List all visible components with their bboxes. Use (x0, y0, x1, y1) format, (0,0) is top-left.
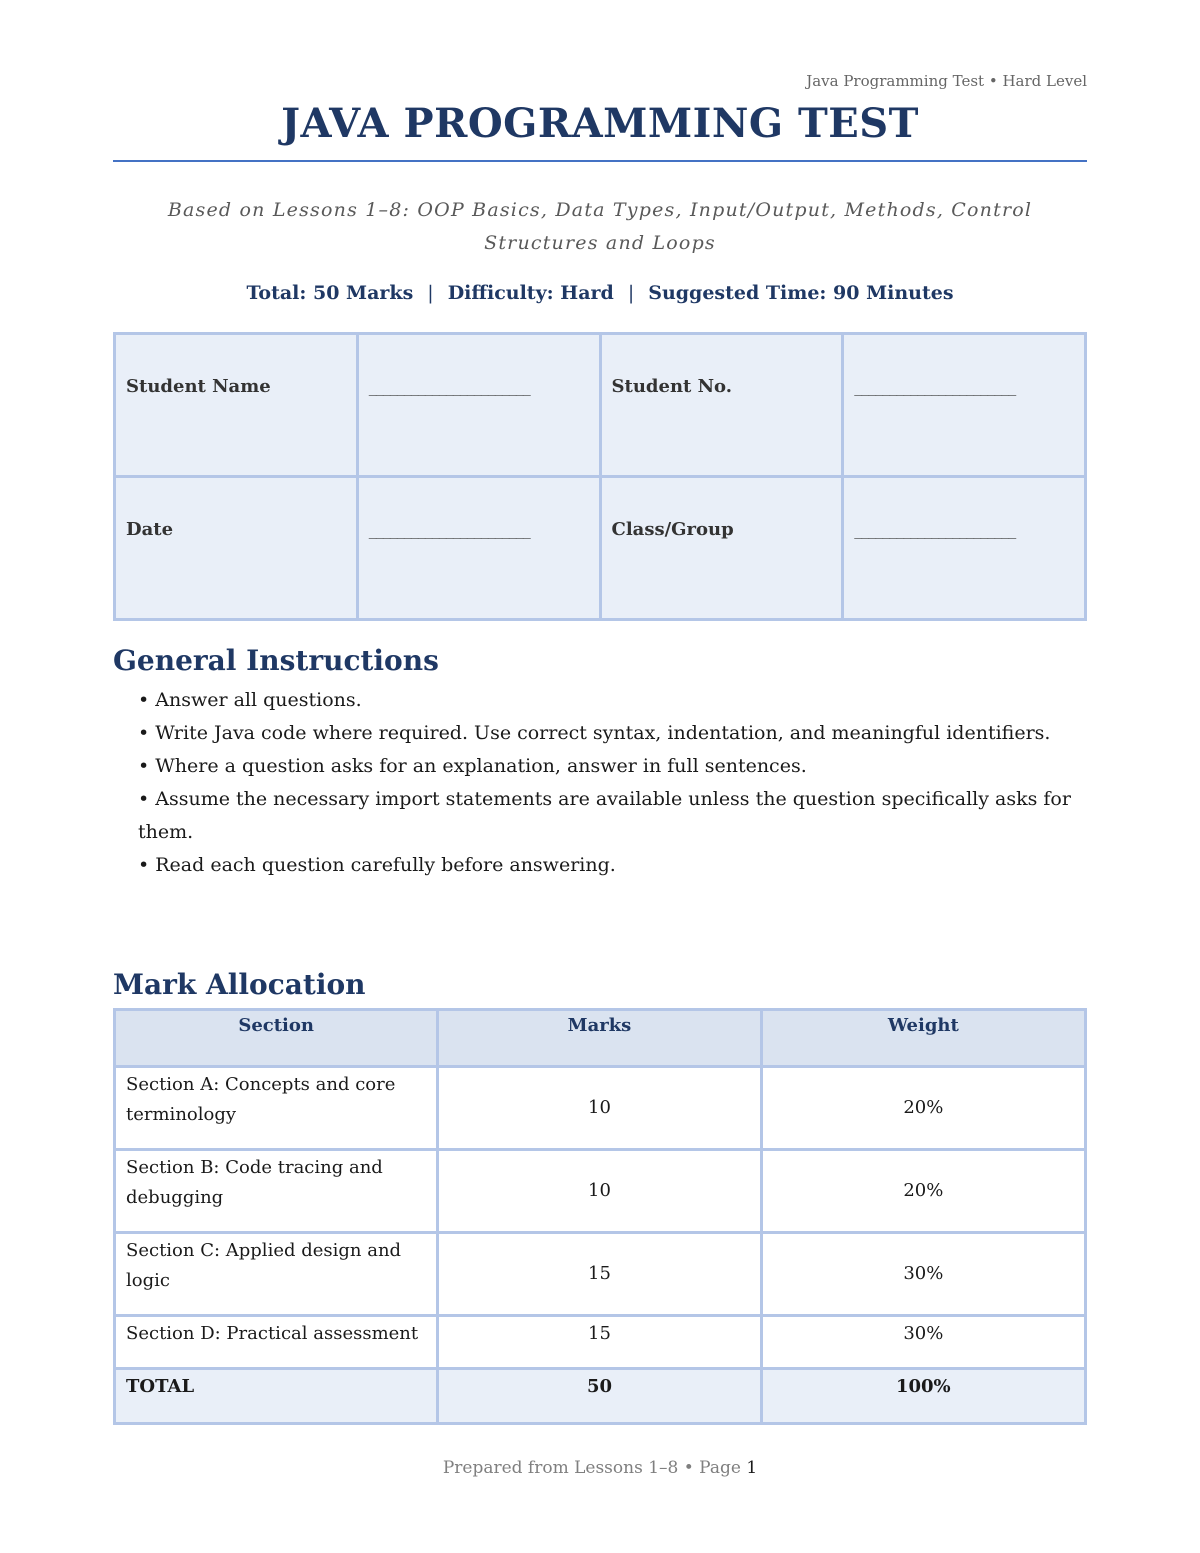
suggested-time: Suggested Time: 90 Minutes (648, 282, 954, 304)
document-subtitle: Based on Lessons 1–8: OOP Basics, Data Types, Input/Output, Methods, Control Structures and Loops (167, 199, 1033, 254)
section-cell: Section B: Code tracing and debugging (115, 1150, 438, 1233)
marks-cell: 10 (438, 1150, 761, 1233)
instructions-list (138, 684, 1088, 882)
mark-allocation-heading: Mark Allocation (113, 968, 366, 1001)
date-label: Date (115, 477, 358, 620)
total-marks: Total: 50 Marks (246, 282, 414, 304)
marks-cell: 15 (438, 1316, 761, 1369)
page-number: 1 (746, 1458, 758, 1478)
column-header-marks: Marks (438, 1010, 761, 1067)
difficulty: Difficulty: Hard (447, 282, 614, 304)
info-row (115, 477, 1086, 620)
table-row (115, 1067, 1086, 1150)
instructions-heading: General Instructions (113, 644, 439, 677)
class-group-label: Class/Group (600, 477, 843, 620)
column-header-section: Section (115, 1010, 438, 1067)
table-row (115, 1233, 1086, 1316)
weight-cell: 20% (761, 1067, 1085, 1150)
date-field[interactable]: _______________________ (357, 477, 600, 620)
section-cell: Section D: Practical assessment (115, 1316, 438, 1369)
title-divider (113, 160, 1087, 162)
total-row (115, 1369, 1086, 1424)
marks-cell: 15 (438, 1233, 761, 1316)
student-name-field[interactable]: _______________________ (357, 334, 600, 477)
instruction-item: • Answer all questions. (138, 689, 362, 711)
running-header: Java Programming Test • Hard Level (806, 72, 1087, 90)
test-meta-line (113, 282, 1087, 304)
student-no-label: Student No. (600, 334, 843, 477)
total-weight-cell: 100% (761, 1369, 1085, 1424)
section-cell: Section A: Concepts and core terminology (115, 1067, 438, 1150)
total-marks-cell: 50 (438, 1369, 761, 1424)
footer-text: Prepared from Lessons 1–8 • Page (442, 1458, 741, 1478)
table-row (115, 1150, 1086, 1233)
weight-cell: 20% (761, 1150, 1085, 1233)
meta-separator: | (427, 282, 434, 304)
table-header-row (115, 1010, 1086, 1067)
student-name-label: Student Name (115, 334, 358, 477)
table-row (115, 1316, 1086, 1369)
class-group-field[interactable]: _______________________ (843, 477, 1086, 620)
instruction-item: • Write Java code where required. Use correct syntax, indentation, and meaningful identifiers. (138, 722, 1051, 744)
page-footer (113, 1458, 1087, 1478)
info-row (115, 334, 1086, 477)
document-title: JAVA PROGRAMMING TEST (281, 100, 919, 147)
weight-cell: 30% (761, 1316, 1085, 1369)
weight-cell: 30% (761, 1233, 1085, 1316)
section-cell: Section C: Applied design and logic (115, 1233, 438, 1316)
meta-separator: | (627, 282, 635, 304)
student-info-table (113, 332, 1087, 621)
student-no-field[interactable]: _______________________ (843, 334, 1086, 477)
instruction-item: • Assume the necessary import statements are available unless the question specifically asks for them. (138, 788, 1071, 843)
instruction-item: • Where a question asks for an explanation, answer in full sentences. (138, 755, 807, 777)
instruction-item: • Read each question carefully before answering. (138, 854, 616, 876)
marks-cell: 10 (438, 1067, 761, 1150)
column-header-weight: Weight (761, 1010, 1085, 1067)
mark-allocation-table (113, 1008, 1087, 1425)
total-label: TOTAL (115, 1369, 438, 1424)
